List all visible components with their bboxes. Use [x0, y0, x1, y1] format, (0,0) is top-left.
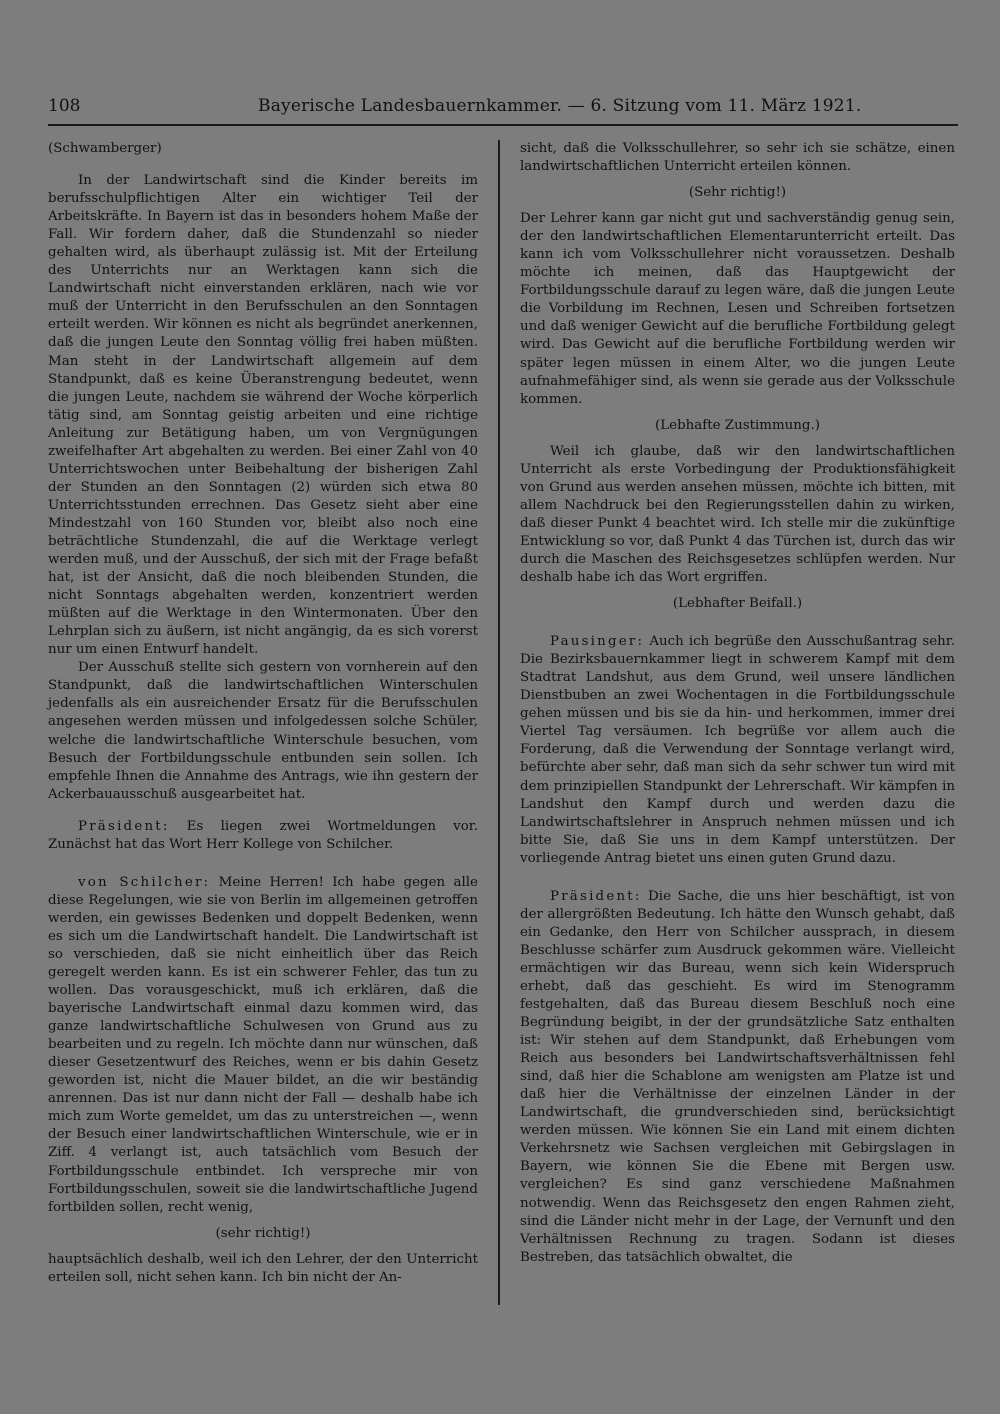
paragraph — [520, 888, 955, 1267]
interjection: (Sehr richtig!) — [688, 185, 787, 201]
paragraph: In der Landwirtschaft sind die Kinder bereits im berufsschulpflichtigen Alter ein wichtiger Teil der Arbeitskräfte. In Bayern ist das in besonders hohem Maße der Fall. Wir fordern daher, daß die Stundenzahl so nieder gehalten wird, als überhaupt zulässig ist. Mit der Erteilung des Unterrichts nur an Werktagen kann sich die Landwirtschaft nicht einverstanden erklären, nach wie vor muß der Unterricht in den Berufsschulen an den Sonntagen erteilt werden. Wir können es nicht als begründet anerkennen, daß die jungen Leute den Sonntag völlig frei haben müßten. Man steht in der Landwirtschaft allgemein auf dem Standpunkt, daß es keine Überanstrengung bedeutet, wenn die jungen Leute, nachdem sie während der Woche körperlich tätig sind, am Sonntag geistig arbeiten und eine richtige Anleitung zur Betätigung haben, um von Vergnügungen zweifelhafter Art abgehalten zu werden. Bei einer Zahl von 40 Unterrichtswochen unter Beibehaltung der bisherigen Zahl der Stunden an den Sonntagen (2) würden sich etwa 80 Unterrichtsstunden errechnen. Das Gesetz sieht aber eine Mindestzahl von 160 Stunden vor, bleibt also noch eine beträchtliche Stundenzahl, die auf die Werktage verlegt werden muß, und der Ausschuß, der sich mit der Frage befaßt hat, ist der Ansicht, daß die noch bleibenden Stunden, die nicht Sonntags abgehalten werden, konzentriert werden müßten auf die Werktage in den Wintermonaten. Über den Lehrplan sich zu äußern, ist nicht angängig, da es sich vorerst nur um einen Entwurf handelt. — [48, 173, 478, 658]
page-number: 108 — [48, 96, 81, 116]
speech-text: Die Sache, die uns hier beschäftigt, ist von der allergrößten Bedeutung. Ich hätte den Wunsch gehabt, daß ein Gedanke, den Herr von Schilcher aussprach, in diesem Beschlusse schärfer zum Ausdruck gekommen wäre. Vielleicht ermächtigen wir das Bureau, wenn sich kein Widerspruch erhebt, daß das geschieht. Es wird im Stenogramm festgehalten, daß das Bureau diesem Beschluß noch eine Begründung beigibt, in der der grundsätzliche Satz enthalten ist: Wir stehen auf dem Standpunkt, daß Erhebungen vom Reich aus besonders bei Landwirtschaftsverhältnissen fehl sind, daß hier die Schablone am wenigsten am Platze ist und daß hier die Verhältnisse der einzelnen Länder in der Landwirtschaft, die grundverschieden sind, berücksichtigt werden müssen. Wie können Sie ein Land mit einem dichten Verkehrsnetz wie Sachsen vergleichen mit Gebirgslagen in Bayern, wie können Sie die Ebene mit Bergen usw. vergleichen? Es sind ganz verschiedene Maßnahmen notwendig. Wenn das Reichsgesetz den engen Rahmen zieht, sind die Länder nicht mehr in der Lage, der Vernunft und den Verhältnissen Rechnung zu tragen. Sodann ist dieses Bestreben, das tatsächlich obwaltet, die — [520, 888, 955, 1265]
paragraph: hauptsächlich deshalb, weil ich den Lehrer, der den Unterricht erteilen soll, nicht sehen kann. Ich bin nicht der An- — [48, 1251, 478, 1285]
left-column — [48, 140, 478, 1287]
paragraph — [48, 874, 478, 1217]
column-divider — [498, 140, 500, 1305]
paragraph — [48, 818, 478, 854]
speaker-note: (Schwamberger) — [48, 141, 162, 156]
speaker-name: von Schilcher: — [78, 874, 211, 890]
paragraph — [520, 633, 955, 868]
paragraph: Weil ich glaube, daß wir den landwirtschaftlichen Unterricht als erste Vorbedingung der Produktionsfähigkeit von Grund aus werden ansehen müssen, möchte ich bitten, mit allem Nachdruck bei den Regierungsstellen dahin zu wirken, daß dieser Punkt 4 beachtet wird. Ich stelle mir die zukünftige Entwicklung so vor, daß Punkt 4 das Türchen ist, durch das wir durch die Maschen des Reichsgesetzes schlüpfen werden. Nur deshalb habe ich das Wort ergriffen. — [520, 443, 955, 586]
page-header — [48, 96, 953, 126]
paragraph: Der Lehrer kann gar nicht gut und sachverständig genug sein, der den landwirtschaftlichen Elementarunterricht erteilt. Das kann ich vom Volksschullehrer nicht voraussetzen. Deshalb möchte ich meinen, daß das Hauptgewicht der Fortbildungsschule darauf zu legen wäre, daß die jungen Leute die Vorbildung im Rechnen, Lesen und Schreiben fortsetzen und daß weniger Gewicht auf die berufliche Fortbildung gelegt wird. Das Gewicht auf die berufliche Fortbildung werden wir später legen müssen in einem Alter, wo die jungen Leute aufnahmefähiger sind, als wenn sie gerade aus der Volksschule kommen. — [520, 211, 955, 407]
speech-text: Auch ich begrüße den Ausschußantrag sehr. Die Bezirksbauernkammer liegt in schwerem Kampf mit dem Stadtrat Landshut, aus dem Grund, weil unsere ländlichen Dienstbuben an zwei Wochentagen in die Fortbildungsschule gehen müssen und bis sie da hin- und herkommen, immer drei Viertel Tag versäumen. Ich begrüße vor allem auch die Forderung, daß die Verwendung der Sonntage verlangt wird, befürchte aber sehr, daß man sich da sehr schwer tun wird mit dem prinzipiellen Standpunkt der Lehrerschaft. Wir kämpfen in Landshut den Kampf durch und werden dazu die Landwirtschaftslehrer in Anspruch nehmen müssen und ich bitte Sie, daß Sie uns in dem Kampf unterstützen. Der vorliegende Antrag bietet uns einen guten Grund dazu. — [520, 634, 955, 866]
speech-text: Es liegen zwei Wortmeldungen vor. Zunächst hat das Wort Herr Kollege von Schilcher. — [48, 818, 478, 852]
interjection: (sehr richtig!) — [215, 1225, 311, 1241]
running-title: Bayerische Landesbauernkammer. — 6. Sitzung vom 11. März 1921. — [258, 96, 862, 116]
speaker-name: Präsident: — [550, 888, 642, 904]
right-column — [520, 140, 955, 1267]
interjection: (Lebhafter Beifall.) — [672, 596, 803, 612]
paragraph: sicht, daß die Volksschullehrer, so sehr ich sie schätze, einen landwirtschaftlichen Unterricht erteilen können. — [520, 141, 955, 175]
interjection: (Lebhafte Zustimmung.) — [655, 417, 820, 433]
speech-text: Meine Herren! Ich habe gegen alle diese Regelungen, wie sie von Berlin im allgemeinen getroffen werden, ein gewisses Bedenken und doppelt Bedenken, wenn es sich um die Landwirtschaft handelt. Die Landwirtschaft ist so verschieden, daß sie nicht einheitlich über das Reich geregelt werden kann. Es ist ein schwerer Fehler, das tun zu wollen. Das vorausgeschickt, muß ich erklären, daß die bayerische Landwirtschaft einmal dazu kommen wird, das ganze landwirtschaftliche Schulwesen von Grund aus zu bearbeiten und zu regeln. Ich möchte dann nur wünschen, daß dieser Gesetzentwurf des Reiches, wenn er bis dahin Gesetz geworden ist, nicht die Mauer bildet, an die wir beständig anrennen. Das ist nur dann nicht der Fall — deshalb habe ich mich zum Worte gemeldet, um das zu unterstreichen —, wenn der Besuch einer landwirtschaftlichen Winterschule, wie er in Ziff. 4 verlangt ist, auch tatsächlich vom Besuch der Fortbildungsschule entbindet. Ich verspreche mir von Fortbildungsschulen, soweit sie die landwirtschaftliche Jugend fortbilden sollen, recht wenig, — [48, 874, 478, 1215]
speaker-name: Pausinger: — [550, 634, 645, 650]
paragraph: Der Ausschuß stellte sich gestern von vornherein auf den Standpunkt, daß die landwirtschaftlichen Winterschulen jedenfalls als ein ausreichender Ersatz für die Berufsschulen angesehen werden müssen und infolgedessen solche Schüler, welche die landwirtschaftliche Winterschule besuchen, vom Besuch der Fortbildungsschule entbunden sein sollen. Ich empfehle Ihnen die Annahme des Antrags, wie ihn gestern der Ackerbauausschuß ausgearbeitet hat. — [48, 660, 478, 802]
header-rule — [48, 124, 958, 126]
speaker-name: Präsident: — [78, 818, 170, 834]
